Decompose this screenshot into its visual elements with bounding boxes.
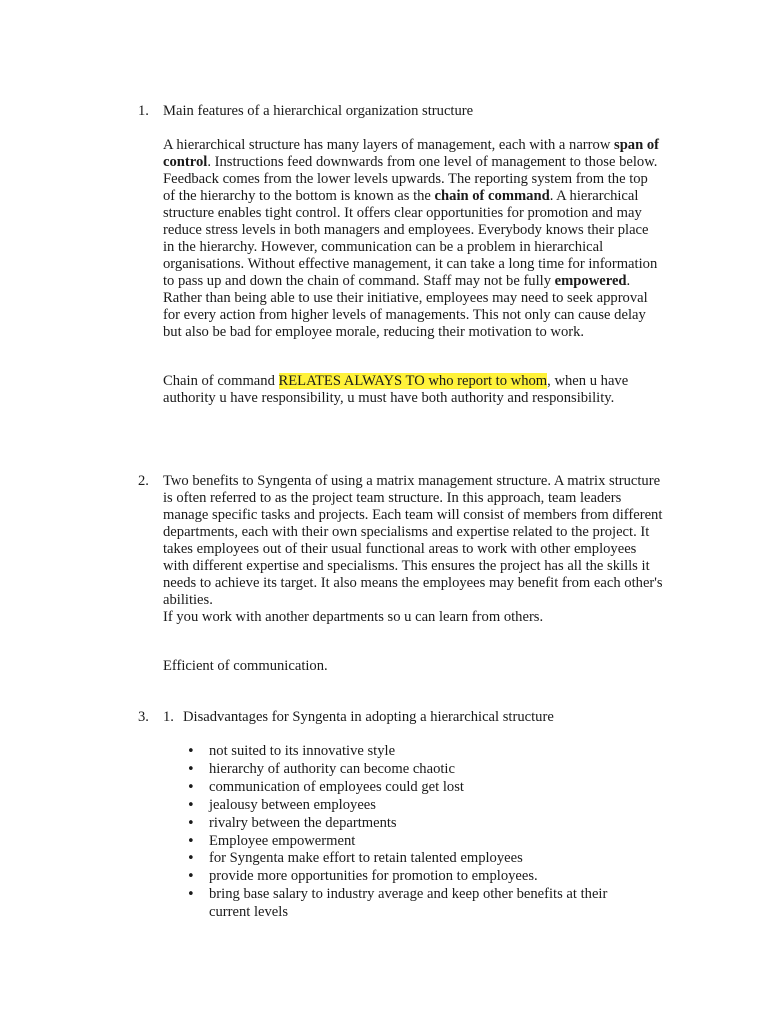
disadvantages-list bbox=[163, 743, 643, 922]
section-2-paragraph-2: Efficient of communication. bbox=[163, 658, 328, 674]
section-3-heading: 1. Disadvantages for Syngenta in adopting a hierarchical structure bbox=[163, 709, 554, 725]
list-item: • not suited to its innovative style bbox=[163, 743, 643, 761]
bold-term-span-of-control: span of control bbox=[163, 137, 660, 170]
section-2-number: 2. bbox=[138, 473, 149, 489]
list-item: • hierarchy of authority can become chaotic bbox=[163, 761, 643, 779]
section-1-number: 1. bbox=[138, 103, 149, 119]
list-item: • for Syngenta make effort to retain talented employees bbox=[163, 850, 643, 868]
list-item: • bring base salary to industry average and keep other benefits at their current levels bbox=[163, 886, 643, 922]
section-1-heading: Main features of a hierarchical organization structure bbox=[163, 103, 474, 119]
bold-term-chain-of-command: chain of command bbox=[434, 188, 550, 204]
section-1-paragraph-1: A hierarchical structure has many layers of management, each with a narrow span of control. Instructions feed downwards from one level of management to those below. Feedback comes from the lower levels upwards. The reporting system from the top of the hierarchy to the bottom is known as the chain of command. A hierarchical structure enables tight control. It offers clear opportunities for promotion and may reduce stress levels in both managers and employees. Everybody knows their place in the hierarchy. However, communication can be a problem in hierarchical organisations. Without effective management, it can take a long time for information to pass up and down the chain of command. Staff may not be fully empowered. Rather than being able to use their initiative, employees may need to seek approval for every action from higher levels of managements. This not only can cause delay but also be bad for employee morale, reducing their motivation to work. bbox=[163, 137, 660, 340]
list-item: • jealousy between employees bbox=[163, 797, 643, 815]
section-2-paragraph-1: Two benefits to Syngenta of using a matrix management structure. A matrix structure is often referred to as the project team structure. In this approach, team leaders manage specific tasks and projects. Each team will consist of members from different departments, each with their own specialisms and expertise related to the project. It takes employees out of their usual functional areas to work with other employees with different expertise and specialisms. This ensures the project has all the skills it needs to achieve its target. It also means the employees may benefit from each other's abilities. If you work with another departments so u can learn from others. bbox=[163, 473, 663, 625]
list-item: • communication of employees could get lost bbox=[163, 779, 643, 797]
section-1-paragraph-2: Chain of command RELATES ALWAYS TO who report to whom, when u have authority u have responsibility, u must have both authority and responsibility. bbox=[163, 373, 629, 406]
list-item: • rivalry between the departments bbox=[163, 815, 643, 833]
list-item: • Employee empowerment bbox=[163, 833, 643, 851]
list-item: • provide more opportunities for promotion to employees. bbox=[163, 868, 643, 886]
section-3-number: 3. bbox=[138, 709, 149, 725]
bold-term-empowered: empowered bbox=[554, 273, 627, 289]
highlighted-text: RELATES ALWAYS TO who report to whom bbox=[278, 373, 548, 389]
section-3-sub-number: 1. bbox=[163, 709, 174, 725]
